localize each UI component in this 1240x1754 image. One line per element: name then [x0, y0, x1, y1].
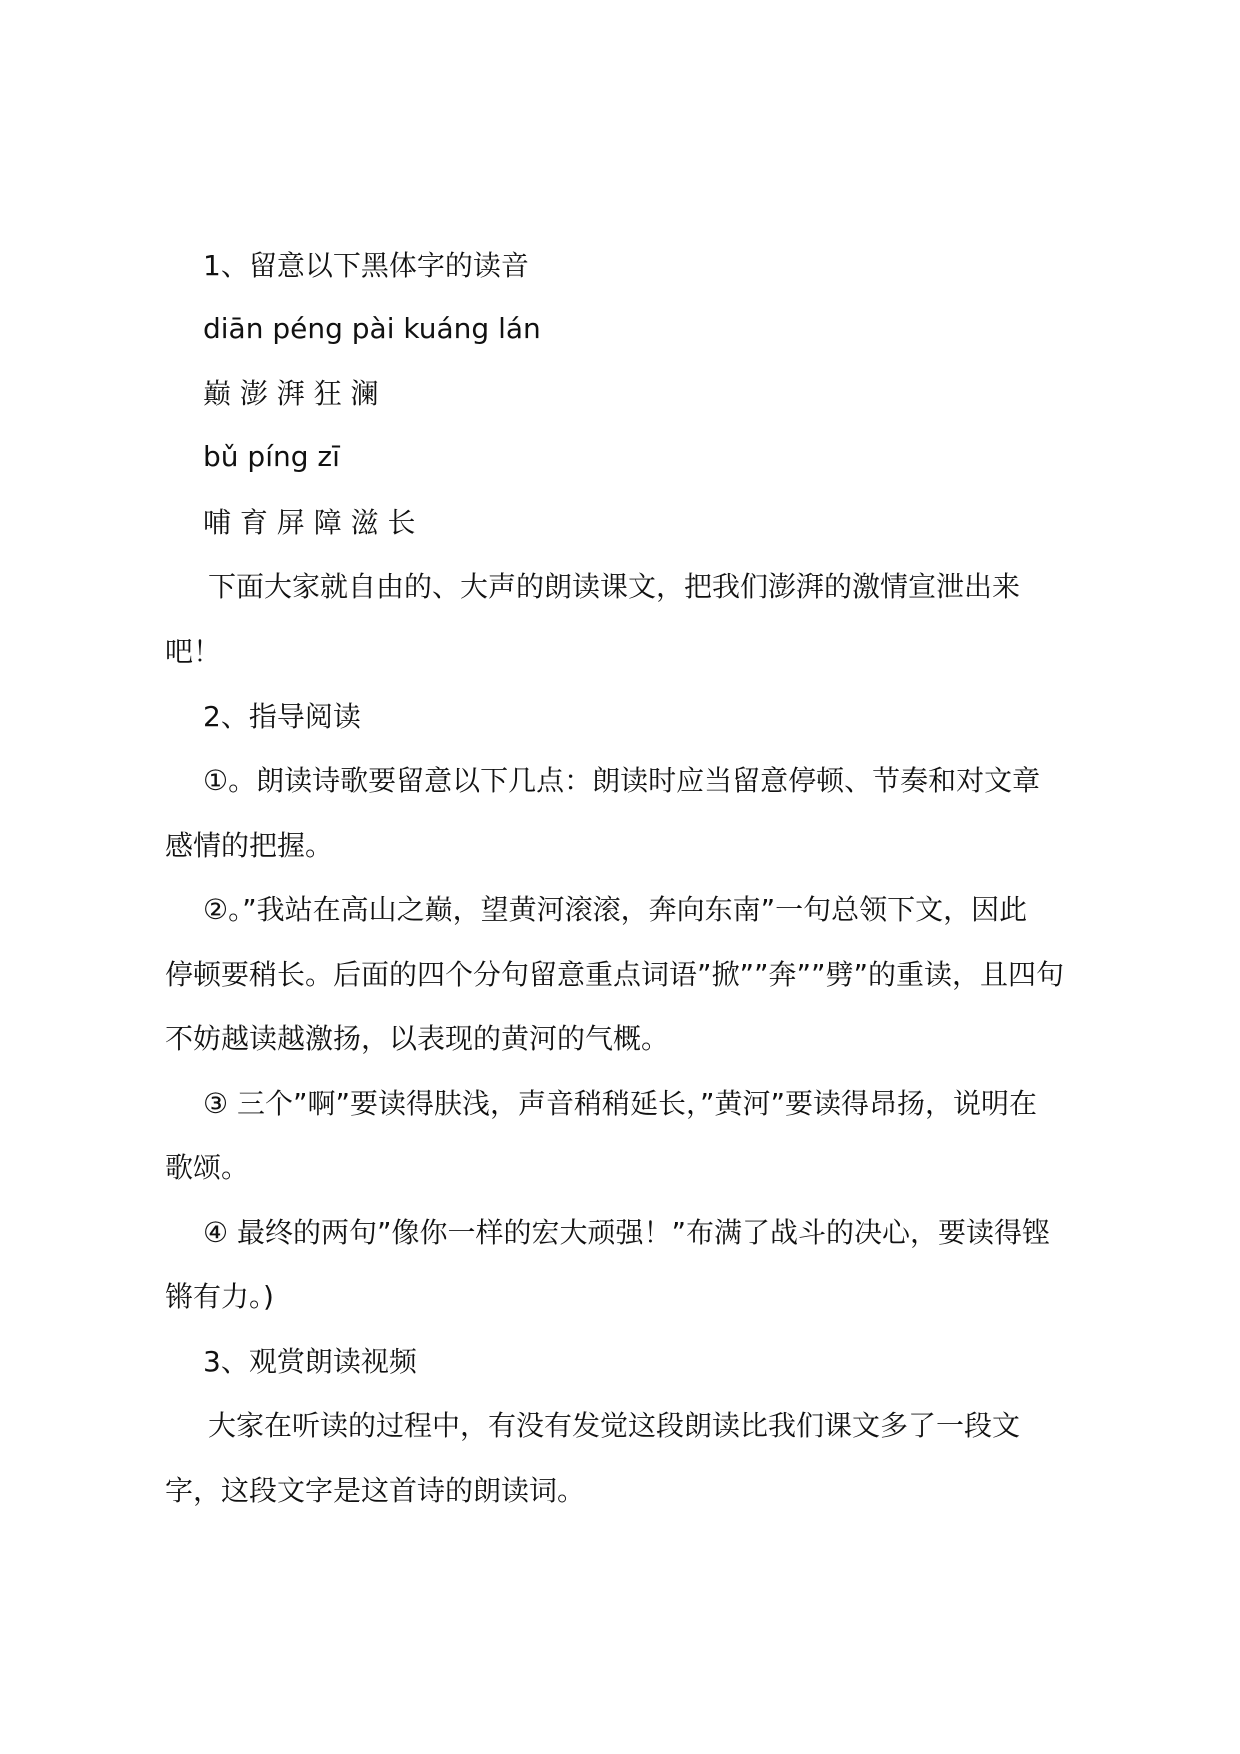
paragraph-read-aloud: 下面大家就自由的、大声的朗读课文，把我们澎湃的激情宣泄出来: [208, 570, 1021, 603]
point-1-line-1: ①。朗读诗歌要留意以下几点：朗读时应当留意停顿、节奏和对文章: [203, 764, 1041, 797]
paragraph-listening: 大家在听读的过程中，有没有发觉这段朗读比我们课文多了一段文: [208, 1409, 1021, 1442]
point-3-line-2: 歌颂。: [165, 1151, 250, 1184]
pinyin-line-2: bǔ píng zī: [203, 440, 340, 473]
paragraph-listening-cont: 字，这段文字是这首诗的朗读词。: [165, 1474, 586, 1507]
point-1-line-2: 感情的把握。: [165, 829, 334, 862]
point-3-line-1: ③ 三个”啊”要读得肤浅，声音稍稍延长，”黄河”要读得昂扬，说明在: [203, 1087, 1038, 1120]
point-2-line-1: ②。”我站在高山之巅，望黄河滚滚，奔向东南”一句总领下文，因此: [203, 893, 1028, 926]
pinyin-line-1: diān péng pài kuáng lán: [203, 312, 541, 345]
heading-reading-pronunciation: 1、留意以下黑体字的读音: [203, 249, 529, 282]
point-2-line-3: 不妨越读越激扬，以表现的黄河的气概。: [165, 1022, 670, 1055]
point-4-line-1: ④ 最终的两句”像你一样的宏大顽强！”布满了战斗的决心，要读得铿: [203, 1216, 1051, 1249]
heading-guided-reading: 2、指导阅读: [203, 700, 361, 733]
point-2-line-2: 停顿要稍长。后面的四个分句留意重点词语”掀””奔””劈”的重读，且四句: [165, 958, 1065, 991]
point-4-line-2: 锵有力。): [165, 1280, 274, 1313]
characters-line-1: 巅 澎 湃 狂 澜: [203, 377, 379, 410]
paragraph-read-aloud-cont: 吧！: [165, 635, 222, 668]
characters-line-2: 哺 育 屏 障 滋 长: [203, 506, 416, 539]
heading-watch-video: 3、观赏朗读视频: [203, 1345, 417, 1378]
